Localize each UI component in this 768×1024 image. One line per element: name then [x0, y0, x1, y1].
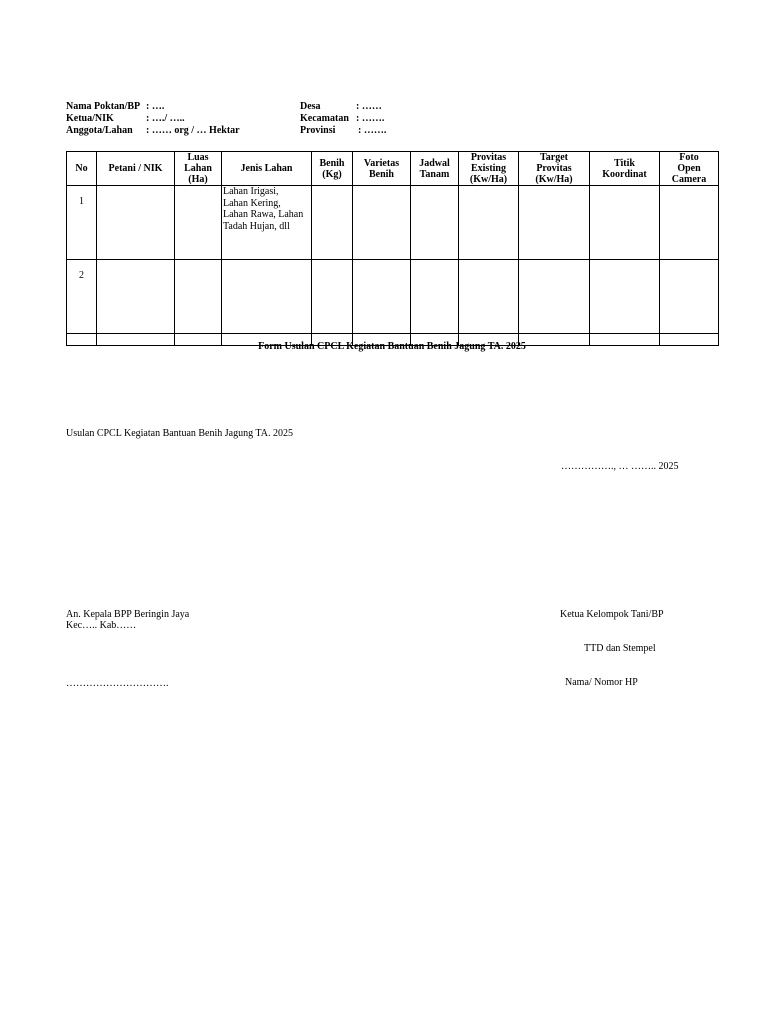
- column-header-petani-nik: Petani / NIK: [97, 152, 175, 186]
- petani-nik-cell: [97, 260, 175, 334]
- target-provitas-cell: [519, 186, 590, 260]
- jadwal-tanam-cell: [411, 186, 459, 260]
- header-label-kecamatan: Kecamatan: [300, 113, 349, 124]
- column-header-line: Koordinat: [602, 168, 647, 180]
- jenis-lahan-option: Lahan Rawa, Lahan: [223, 209, 304, 220]
- signature-left-name: ………………………….: [66, 678, 169, 689]
- column-header-line: Provitas: [536, 163, 572, 174]
- column-header-varietas-benih: [353, 152, 411, 186]
- table-caption: Form Usulan CPCL Kegiatan Bantuan Benih Jagung TA. 2025: [258, 341, 526, 352]
- column-header-target-provitas: [519, 152, 590, 186]
- jenis-lahan-option: Lahan Irigasi,: [223, 186, 279, 197]
- column-header-line: Benih: [368, 168, 394, 180]
- date-line: ……………., … …….. 2025: [561, 461, 679, 472]
- table-row: [67, 186, 719, 260]
- column-header-no: No: [67, 152, 97, 186]
- signature-right-sign-note: TTD dan Stempel: [584, 643, 656, 654]
- column-header-line: (Ha): [188, 174, 208, 185]
- column-header-provitas-existing: [459, 152, 519, 186]
- column-header-line: Provitas: [470, 152, 507, 163]
- target-provitas-cell: [519, 260, 590, 334]
- column-header-line: Varietas: [363, 157, 400, 169]
- column-header-line: Open: [677, 163, 701, 174]
- column-header-line: Lahan: [184, 163, 212, 174]
- document-subtitle: Usulan CPCL Kegiatan Bantuan Benih Jagung TA. 2025: [66, 428, 293, 439]
- header-label-nama-poktan: Nama Poktan/BP: [66, 101, 141, 112]
- column-header-line: Target: [540, 152, 568, 163]
- column-header-luas-lahan: [175, 152, 222, 186]
- column-header-line: Titik: [614, 157, 635, 169]
- column-header-titik-koordinat: [590, 152, 660, 186]
- row-number-cell: 1: [67, 186, 97, 260]
- luas-lahan-cell: [175, 260, 222, 334]
- column-header-jadwal-tanam: [411, 152, 459, 186]
- signature-right-title: Ketua Kelompok Tani/BP: [560, 609, 664, 620]
- column-header-line: Tanam: [419, 168, 450, 180]
- jenis-lahan-cell: [222, 186, 312, 260]
- header-label-anggota-lahan: Anggota/Lahan: [66, 125, 133, 136]
- header-value-provinsi: : …….: [358, 125, 387, 136]
- jenis-lahan-option: Lahan Kering,: [223, 197, 281, 209]
- column-header-foto-open-camera: [660, 152, 719, 186]
- signature-left-title: An. Kepala BPP Beringin Jaya: [66, 609, 190, 620]
- header-value-anggota-lahan: : …… org / … Hektar: [146, 125, 240, 136]
- column-header-line: (Kw/Ha): [535, 174, 573, 185]
- header-label-provinsi: Provinsi: [300, 125, 336, 136]
- header-label-ketua-nik: Ketua/NIK: [66, 113, 114, 124]
- column-header-line: Luas: [187, 152, 209, 163]
- signature-right-name: Nama/ Nomor HP: [565, 677, 638, 688]
- petani-nik-cell: [97, 186, 175, 260]
- header-value-desa: : ……: [356, 101, 382, 112]
- column-header-line: Benih: [319, 157, 345, 169]
- provitas-existing-cell: [459, 260, 519, 334]
- row-number-cell: 2: [67, 260, 97, 334]
- luas-lahan-cell: [175, 186, 222, 260]
- foto-open-camera-cell: [660, 260, 719, 334]
- jenis-lahan-option: Tadah Hujan, dll: [223, 220, 290, 232]
- jadwal-tanam-cell: [411, 260, 459, 334]
- header-label-desa: Desa: [300, 101, 321, 112]
- column-header-line: Camera: [671, 174, 707, 185]
- table-header-row: [67, 152, 719, 186]
- jenis-lahan-cell: [222, 260, 312, 334]
- benih-cell: [312, 260, 353, 334]
- column-header-line: (Kw/Ha): [469, 174, 508, 185]
- table-row: [67, 260, 719, 334]
- cpcl-table: [66, 151, 719, 346]
- signature-left-subtitle: Kec….. Kab……: [66, 620, 137, 631]
- provitas-existing-cell: [459, 186, 519, 260]
- header-value-ketua-nik: : …./ …..: [146, 113, 185, 124]
- column-header-line: Foto: [679, 152, 699, 163]
- column-header-jenis-lahan: Jenis Lahan: [222, 152, 312, 186]
- varietas-benih-cell: [353, 260, 411, 334]
- column-header-benih: [312, 152, 353, 186]
- benih-cell: [312, 186, 353, 260]
- column-header-line: Jadwal: [419, 157, 450, 169]
- titik-koordinat-cell: [590, 186, 660, 260]
- titik-koordinat-cell: [590, 260, 660, 334]
- column-header-line: Existing: [470, 163, 506, 174]
- header-value-kecamatan: : …….: [356, 113, 385, 124]
- column-header-line: (Kg): [322, 168, 342, 180]
- foto-open-camera-cell: [660, 186, 719, 260]
- header-value-nama-poktan: : ….: [146, 101, 165, 112]
- varietas-benih-cell: [353, 186, 411, 260]
